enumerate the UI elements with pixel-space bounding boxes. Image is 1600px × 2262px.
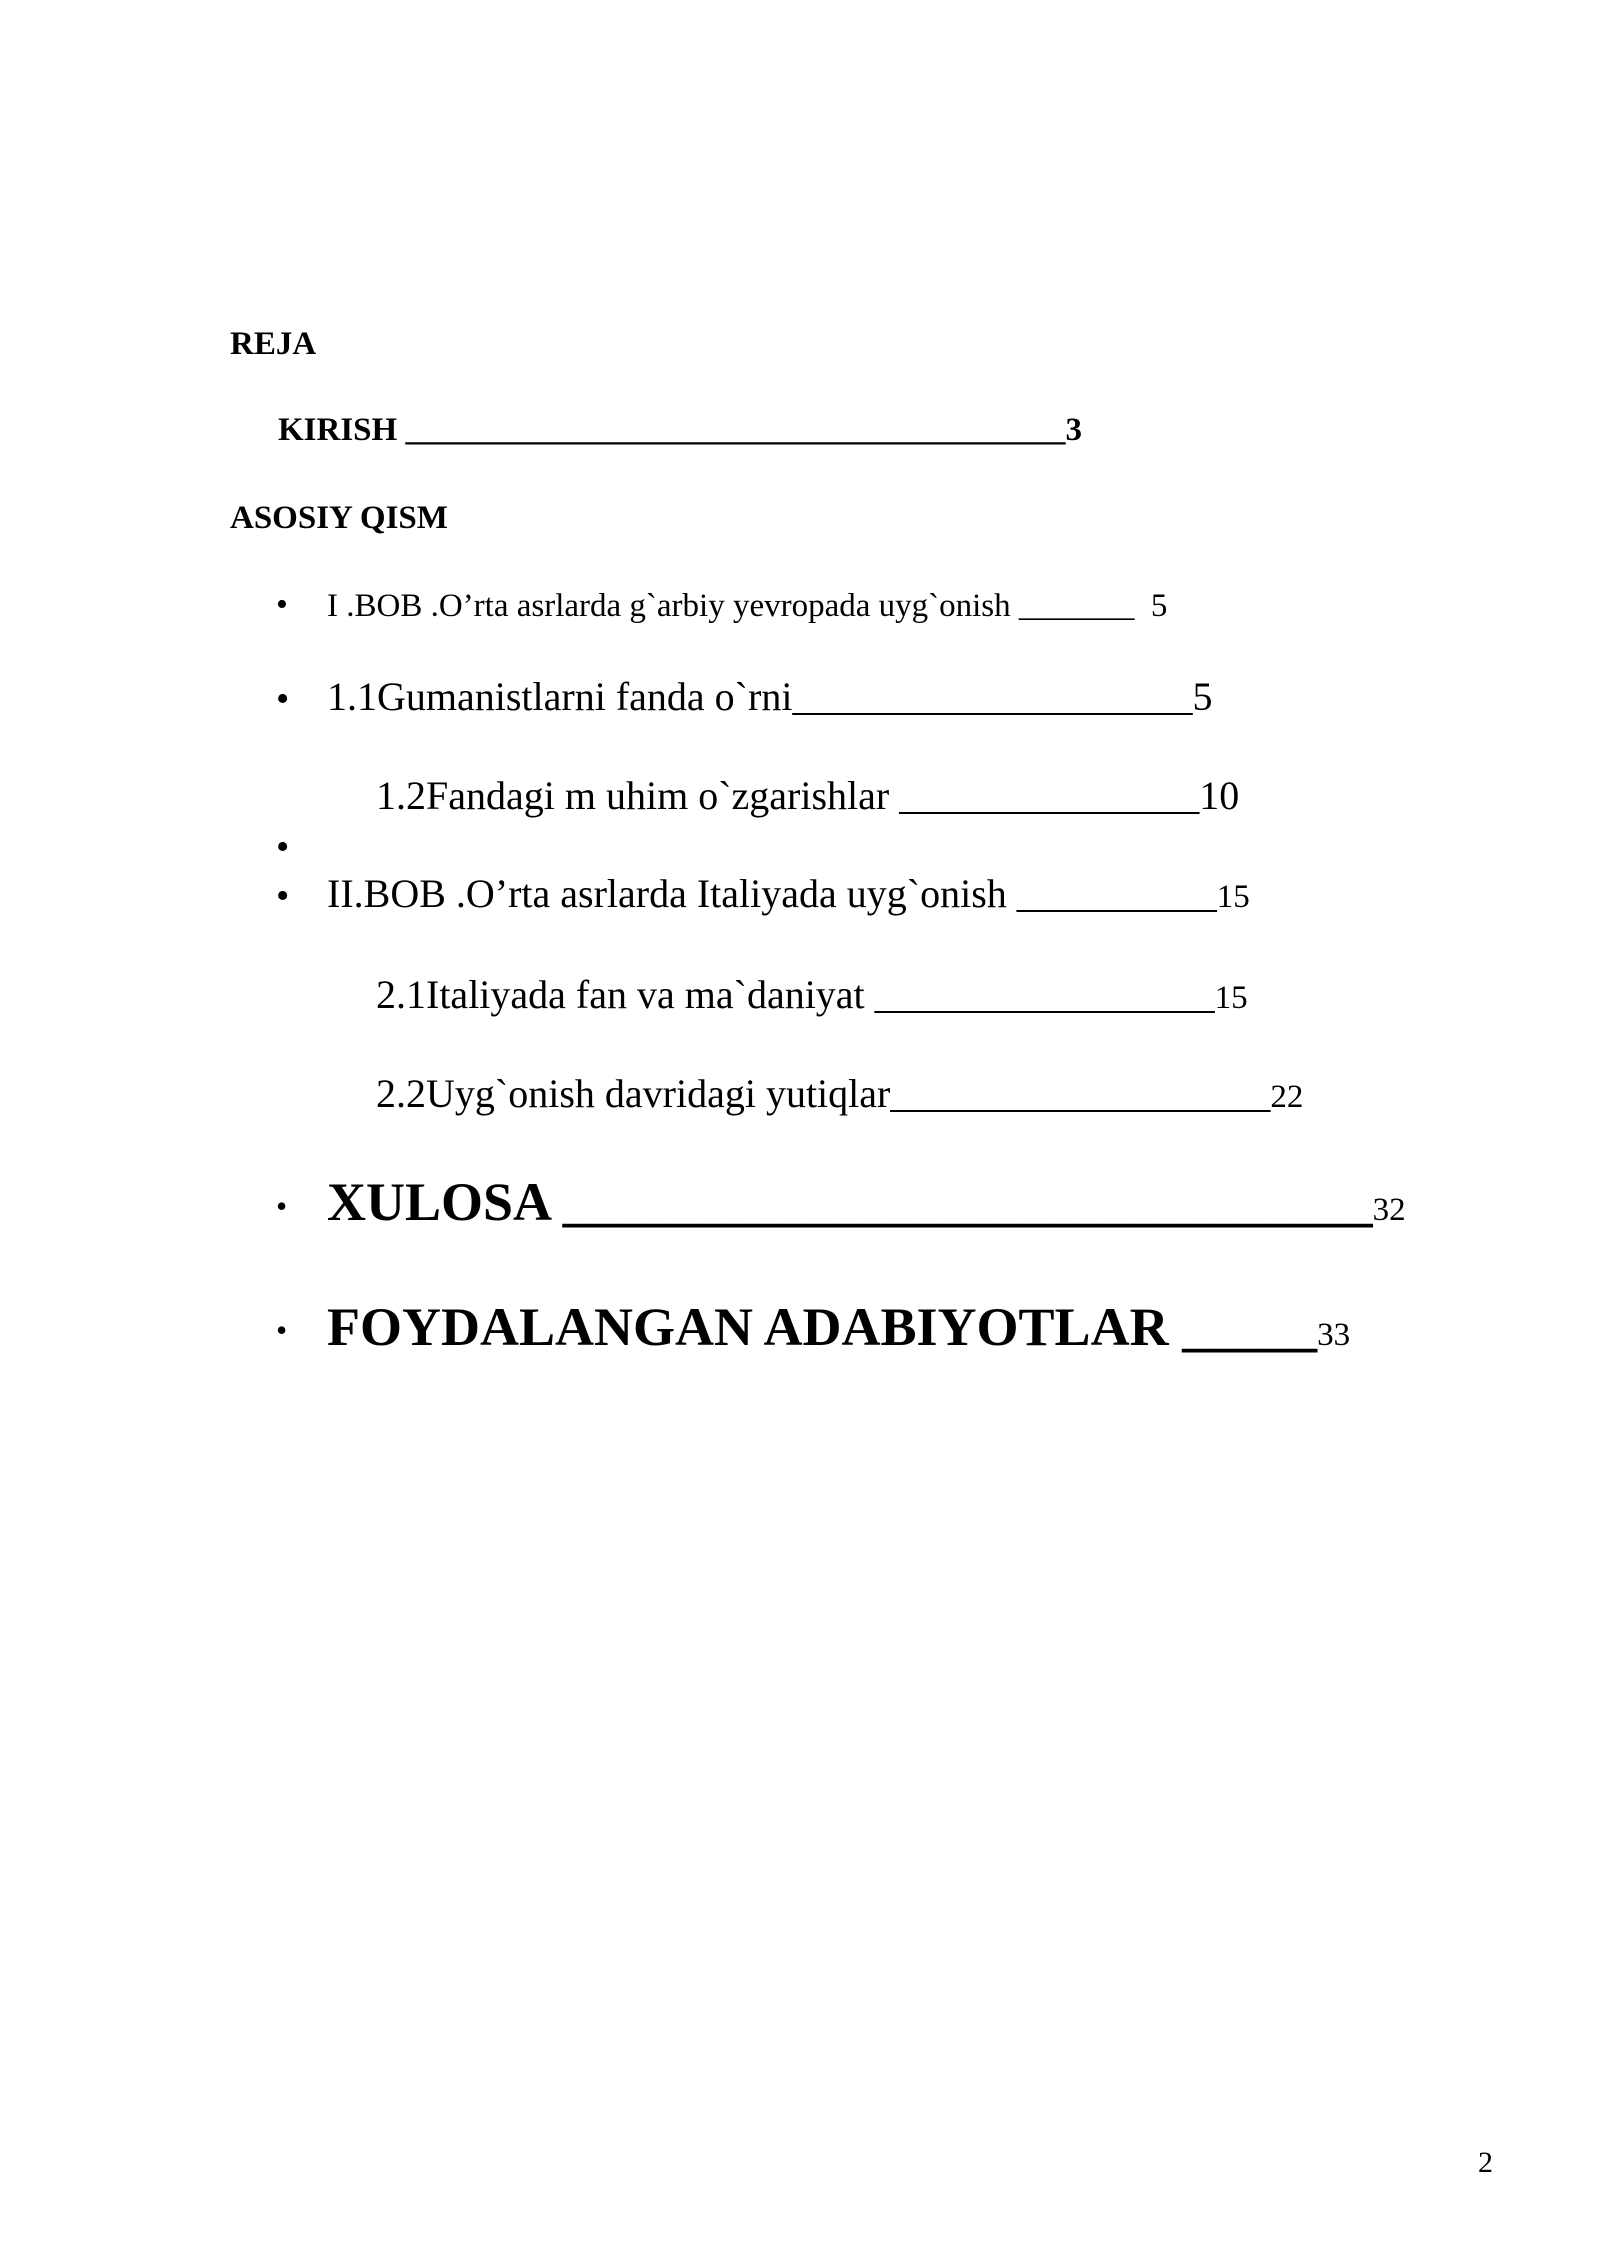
toc-entry-label: II.BOB .O’rta asrlarda Italiyada uyg`onish: [327, 871, 1017, 916]
toc-entry-leader: __________: [1016, 871, 1217, 916]
bullet-icon: •: [276, 1188, 288, 1224]
toc-entry-leader: _______: [1018, 588, 1135, 624]
toc-entry-label: FOYDALANGAN ADABIYOTLAR: [327, 1297, 1183, 1357]
toc-entry-page: 10: [1199, 773, 1240, 818]
toc-entry-page: 22: [1270, 1079, 1304, 1115]
toc-entry-conclusion: [327, 1172, 1406, 1232]
bullet-icon: •: [276, 586, 288, 623]
toc-entry-leader: ________________________________________: [405, 412, 1066, 448]
toc-entry-leader: ____________________: [792, 674, 1193, 719]
toc-entry-leader: ___________________: [890, 1071, 1271, 1116]
toc-entry-page: 5: [1134, 588, 1168, 624]
toc-entry-leader: ______________________________: [562, 1172, 1373, 1232]
toc-entry-page: 33: [1317, 1317, 1351, 1353]
toc-entry-label: 2.2Uyg`onish davridagi yutiqlar: [376, 1071, 891, 1116]
toc-entry-label: KIRISH: [278, 412, 406, 448]
toc-entry-references: [327, 1297, 1351, 1357]
toc-entry-label: 1.2Fandagi m uhim o`zgarishlar: [376, 773, 900, 818]
toc-entry-chapter-2: [327, 871, 1250, 916]
toc-entry-section-1-2: [376, 773, 1240, 818]
toc-entry-page: 15: [1216, 879, 1250, 915]
section-heading: ASOSIY QISM: [230, 500, 448, 536]
toc-entry-page: 5: [1192, 674, 1213, 719]
toc-entry-leader: _________________: [874, 972, 1215, 1017]
bullet-icon: •: [276, 826, 290, 868]
plan-heading: REJA: [230, 326, 317, 362]
toc-entry-label: XULOSA: [327, 1172, 563, 1232]
toc-entry-page: 32: [1372, 1192, 1406, 1228]
page-number: 2: [1478, 2146, 1493, 2179]
toc-entry-page: 15: [1214, 980, 1248, 1016]
bullet-icon: •: [276, 875, 290, 917]
toc-entry-section-2-1: [376, 972, 1248, 1017]
bullet-icon: •: [276, 1312, 288, 1348]
toc-entry-page: 3: [1065, 412, 1082, 448]
toc-entry-label: 1.1Gumanistlarni fanda o`rni: [327, 674, 793, 719]
toc-entry-label: 2.1Italiyada fan va ma`daniyat: [376, 972, 875, 1017]
toc-entry-chapter-1: [327, 590, 1167, 623]
toc-entry-leader: _______________: [899, 773, 1200, 818]
toc-entry-section-2-2: [376, 1071, 1304, 1116]
toc-entry-leader: _____: [1182, 1297, 1318, 1357]
toc-entry-section-1-1: [327, 674, 1213, 719]
bullet-icon: •: [276, 678, 290, 720]
toc-entry-label: I .BOB .O’rta asrlarda g`arbiy yevropada uyg`onish: [327, 588, 1019, 624]
toc-entry-kirish: [278, 414, 1082, 447]
